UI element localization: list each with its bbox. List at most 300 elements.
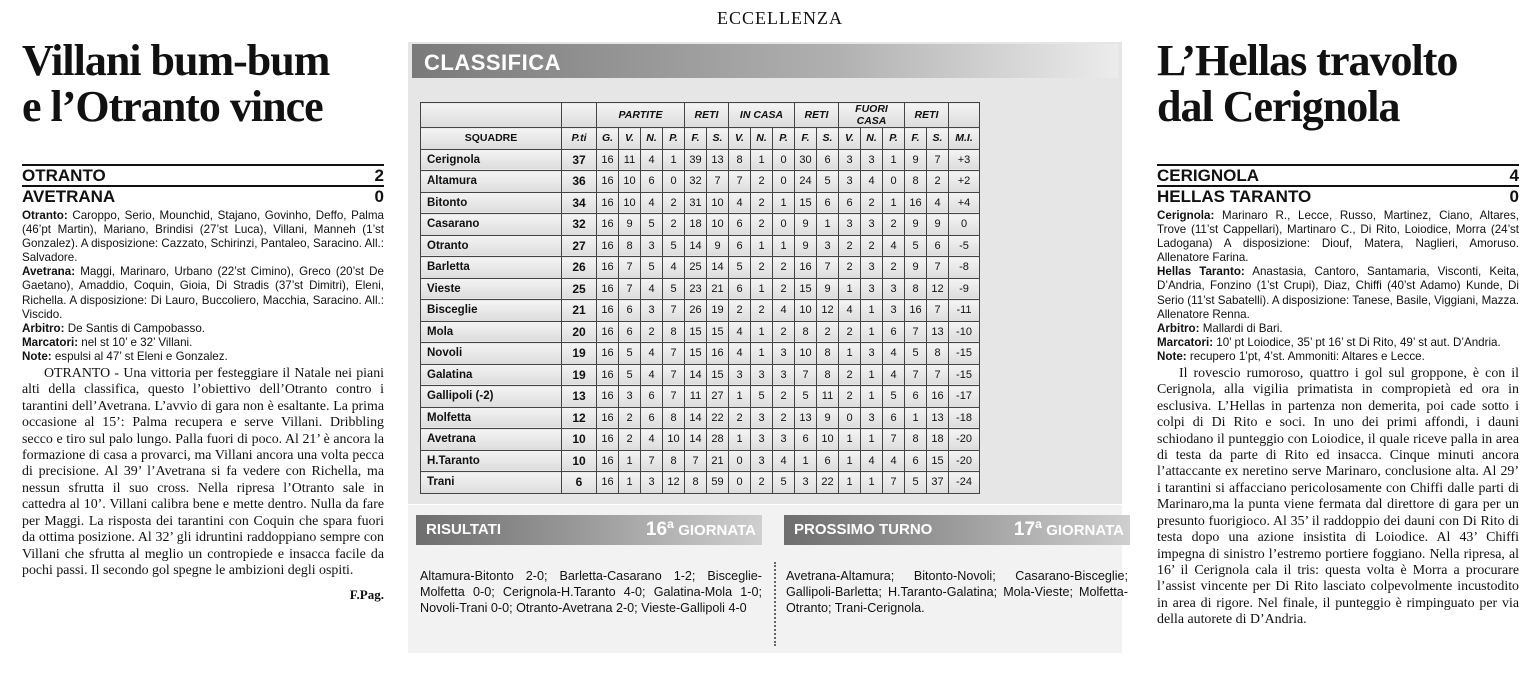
right-scoreboard <box>1157 164 1519 206</box>
points-cell: 19 <box>562 364 597 386</box>
stat-cell: 5 <box>795 386 817 408</box>
stat-cell: 2 <box>641 321 663 343</box>
stat-cell: 16 <box>927 386 949 408</box>
table-row <box>421 192 980 214</box>
stat-cell: 16 <box>597 214 619 236</box>
column-header: V. <box>619 128 641 150</box>
stat-cell: 3 <box>641 300 663 322</box>
media-inglese-cell: +3 <box>949 149 980 171</box>
stat-cell: 1 <box>861 429 883 451</box>
table-row <box>421 149 980 171</box>
classifica-header <box>412 44 1118 78</box>
right-headline-line2: dal Cerignola <box>1157 82 1400 131</box>
stat-cell: 18 <box>927 429 949 451</box>
stat-cell: 4 <box>641 278 663 300</box>
stat-cell: 16 <box>905 192 927 214</box>
stat-cell: 2 <box>751 472 773 494</box>
column-header: S. <box>817 128 839 150</box>
stat-cell: 3 <box>751 450 773 472</box>
left-scoreboard <box>22 164 384 206</box>
stat-cell: 7 <box>905 321 927 343</box>
stat-cell: 6 <box>619 300 641 322</box>
stat-cell: 5 <box>663 235 685 257</box>
right-article <box>1157 38 1519 629</box>
stat-cell: 24 <box>795 171 817 193</box>
stat-cell: 25 <box>685 257 707 279</box>
right-headline-line1: L’Hellas travolto <box>1157 36 1458 85</box>
column-header: P.ti <box>562 128 597 150</box>
stat-cell: 0 <box>663 171 685 193</box>
stat-cell: 6 <box>641 171 663 193</box>
left-headline-line1: Villani bum-bum <box>22 36 330 85</box>
stat-cell: 5 <box>751 386 773 408</box>
stat-cell: 6 <box>839 192 861 214</box>
stat-cell: 7 <box>619 257 641 279</box>
left-body: OTRANTO - Una vittoria per festeggiare il Natale nei piani alti della classifica, questo l’obiettivo dell’Otranto contro i tarantini dell’Avetrana. L’avvio di gara non è esaltante. La prima occasione al 15’: Palma recupera e serve Villani. Dribbling secco e tiro sul palo lungo. Palla fuori di poco. Al 21’ è ancora la formazione di casa a provarci, ma Villani ancora una volta pecca di precisione. Al 39’ l’Avetrana si fa vedere con Richella, ma nessun sfrutta il suo cross. Nella ripresa l’Otranto sale in cattedra al 10’. Villani calibra bene e mette dentro. Nulla da fare per Maggi. La risposta dei tarantini con Coquin che spara fuori da ottima posizione. Al 32’ gli idruntini raddoppiano sempre con Villani che sfrutta al meglio un contropiede e insacca facile da pochi passi. Il secondo gol spegne le ambizioni degli ospiti. <box>22 366 384 578</box>
stat-cell: 2 <box>751 192 773 214</box>
stat-cell: 4 <box>641 149 663 171</box>
standings-group-header <box>421 103 980 128</box>
stat-cell: 7 <box>729 171 751 193</box>
right-home-row <box>1157 166 1519 185</box>
stat-cell: 16 <box>707 343 729 365</box>
stat-cell: 2 <box>839 321 861 343</box>
right-arbitro: Mallardi di Bari. <box>1199 321 1283 335</box>
table-row <box>421 235 980 257</box>
stat-cell: 6 <box>817 192 839 214</box>
right-lineup-home-label: Cerignola: <box>1157 209 1215 222</box>
stat-cell: 7 <box>663 386 685 408</box>
stat-cell: 4 <box>883 450 905 472</box>
stat-cell: 1 <box>619 472 641 494</box>
stat-cell: 6 <box>905 450 927 472</box>
points-cell: 27 <box>562 235 597 257</box>
stat-cell: 22 <box>707 407 729 429</box>
column-header: F. <box>685 128 707 150</box>
stat-cell: 15 <box>707 364 729 386</box>
stat-cell: 4 <box>883 343 905 365</box>
team-name: Bisceglie <box>421 300 562 322</box>
stat-cell: 5 <box>905 472 927 494</box>
left-away-row <box>22 185 384 206</box>
media-inglese-cell: -18 <box>949 407 980 429</box>
stat-cell: 16 <box>597 472 619 494</box>
stat-cell: 0 <box>883 171 905 193</box>
stat-cell: 4 <box>729 192 751 214</box>
stat-cell: 8 <box>663 450 685 472</box>
risultati-giornata <box>646 519 756 541</box>
stat-cell: 7 <box>663 364 685 386</box>
stat-cell: 16 <box>597 257 619 279</box>
stat-cell: 4 <box>641 192 663 214</box>
stat-cell: 4 <box>663 257 685 279</box>
risultati-giornata-label: GIORNATA <box>678 522 756 539</box>
stat-cell: 3 <box>729 364 751 386</box>
stat-cell: 8 <box>905 278 927 300</box>
table-row <box>421 429 980 451</box>
stat-cell: 16 <box>597 386 619 408</box>
right-lineup-away-label: Hellas Taranto: <box>1157 265 1245 279</box>
left-headline <box>22 38 384 130</box>
stat-cell: 6 <box>729 235 751 257</box>
stat-cell: 16 <box>597 278 619 300</box>
stat-cell: 8 <box>817 364 839 386</box>
stat-cell: 19 <box>707 300 729 322</box>
stat-cell: 9 <box>905 149 927 171</box>
stat-cell: 1 <box>751 149 773 171</box>
right-headline <box>1157 38 1519 130</box>
left-home-team: OTRANTO <box>22 166 106 185</box>
stat-cell: 3 <box>861 257 883 279</box>
right-arbitro-label: Arbitro: <box>1157 321 1200 335</box>
stat-cell: 3 <box>751 364 773 386</box>
left-marcatori: nel st 10’ e 32’ Villani. <box>78 335 193 349</box>
team-name: Avetrana <box>421 429 562 451</box>
stat-cell: 8 <box>905 171 927 193</box>
stat-cell: 1 <box>729 386 751 408</box>
stat-cell: 7 <box>663 300 685 322</box>
risultati-banner <box>416 515 762 545</box>
right-away-score: 0 <box>1509 187 1519 206</box>
stat-cell: 1 <box>839 472 861 494</box>
media-inglese-cell: -8 <box>949 257 980 279</box>
stat-cell: 4 <box>641 364 663 386</box>
column-header: N. <box>751 128 773 150</box>
right-note: recupero 1’pt, 4’st. Ammoniti: Altares e Lecce. <box>1186 349 1425 363</box>
stat-cell: 22 <box>817 472 839 494</box>
points-cell: 10 <box>562 429 597 451</box>
left-away-team: AVETRANA <box>22 187 116 206</box>
points-cell: 36 <box>562 171 597 193</box>
table-row <box>421 450 980 472</box>
column-header: N. <box>641 128 663 150</box>
stat-cell: 7 <box>817 257 839 279</box>
stat-cell: 2 <box>663 214 685 236</box>
stat-cell: 59 <box>707 472 729 494</box>
stat-cell: 6 <box>641 407 663 429</box>
stat-cell: 31 <box>685 192 707 214</box>
stat-cell: 5 <box>641 257 663 279</box>
stat-cell: 9 <box>795 235 817 257</box>
stat-cell: 4 <box>839 300 861 322</box>
table-row <box>421 386 980 408</box>
prossimo-banner <box>784 515 1130 545</box>
stat-cell: 3 <box>619 386 641 408</box>
table-row <box>421 364 980 386</box>
stat-cell: 1 <box>619 450 641 472</box>
risultati-label: RISULTATI <box>426 521 501 538</box>
points-cell: 25 <box>562 278 597 300</box>
stat-cell: 8 <box>905 429 927 451</box>
stat-cell: 6 <box>883 407 905 429</box>
column-header: V. <box>839 128 861 150</box>
team-name: H.Taranto <box>421 450 562 472</box>
table-row <box>421 171 980 193</box>
stat-cell: 15 <box>795 192 817 214</box>
team-name: Barletta <box>421 257 562 279</box>
stat-cell: 0 <box>773 171 795 193</box>
stat-cell: 2 <box>817 321 839 343</box>
left-home-score: 2 <box>374 166 384 185</box>
stat-cell: 2 <box>773 321 795 343</box>
team-name: Casarano <box>421 214 562 236</box>
table-row <box>421 300 980 322</box>
stat-cell: 0 <box>729 450 751 472</box>
team-name: Novoli <box>421 343 562 365</box>
column-header: M.I. <box>949 128 980 150</box>
stat-cell: 3 <box>773 343 795 365</box>
stat-cell: 2 <box>729 300 751 322</box>
stat-cell: 3 <box>861 278 883 300</box>
media-inglese-cell: -20 <box>949 429 980 451</box>
stat-cell: 3 <box>839 171 861 193</box>
group-fuori-casa: FUORI CASA <box>839 103 905 128</box>
stat-cell: 5 <box>817 171 839 193</box>
stat-cell: 5 <box>905 235 927 257</box>
table-row <box>421 321 980 343</box>
left-arbitro: De Santis di Campobasso. <box>64 321 205 335</box>
stat-cell: 3 <box>773 429 795 451</box>
group-in-casa: IN CASA <box>729 103 795 128</box>
stat-cell: 4 <box>641 429 663 451</box>
media-inglese-cell: +2 <box>949 171 980 193</box>
stat-cell: 3 <box>839 214 861 236</box>
left-note: espulsi al 47’ st Eleni e Gonzalez. <box>51 349 228 363</box>
team-name: Bitonto <box>421 192 562 214</box>
media-inglese-cell: +4 <box>949 192 980 214</box>
stat-cell: 6 <box>729 278 751 300</box>
points-cell: 20 <box>562 321 597 343</box>
stat-cell: 9 <box>905 257 927 279</box>
stat-cell: 16 <box>597 235 619 257</box>
stat-cell: 1 <box>861 364 883 386</box>
stat-cell: 14 <box>685 429 707 451</box>
points-cell: 6 <box>562 472 597 494</box>
stat-cell: 15 <box>685 343 707 365</box>
table-row <box>421 214 980 236</box>
right-body: Il rovescio rumoroso, quattro i gol sul groppone, è con il Cerignola, alla vigilia primatista in compropietà ed ora in esclusiva. L’Hellas in partenza non demerita, poi cade sotto i colpi di Di Rito e soci. In uno dei primi affondi, i dauni schiodano il punteggio con Loiodice, il quale riceve palla in area di testa da parte di Rito ed insacca. Cinque minuti ancora l’attaccante ex neretino serve Marinaro, conclusione alta. Al 29’ i tarantini si affacciano pericolosamente con Chiffi dalle parti di Marinaro,ma la punta viene fermata dal direttore di gara per un presunto fuorigioco. Al 35’ il raddoppio dei dauni con Di Rito di testa dopo una azione insistita di Loiodice. Al 43’ Chiffi impegna di sinistro l’estremo portiere foggiano. Nella ripresa, al 16’ il Cerignola cala il tris: questa volta è Morra a procurare l’assist vincente per Di Rito lasciato colpevolmente incustodito in area di rigore. Nel finale, il punteggio è rimpinguato per via della autorete di D’Andria. <box>1157 366 1519 628</box>
stat-cell: 5 <box>663 278 685 300</box>
stat-cell: 28 <box>707 429 729 451</box>
stat-cell: 2 <box>883 257 905 279</box>
stat-cell: 10 <box>817 429 839 451</box>
stat-cell: 3 <box>883 278 905 300</box>
stat-cell: 8 <box>795 321 817 343</box>
stat-cell: 3 <box>883 300 905 322</box>
stat-cell: 1 <box>905 407 927 429</box>
group-partite: PARTITE <box>597 103 685 128</box>
stat-cell: 11 <box>685 386 707 408</box>
stat-cell: 16 <box>597 149 619 171</box>
column-header: P. <box>883 128 905 150</box>
stat-cell: 1 <box>817 214 839 236</box>
group-reti-casa: RETI <box>795 103 839 128</box>
risultati-giornata-num: 16ª <box>645 519 675 540</box>
stat-cell: 16 <box>597 171 619 193</box>
stat-cell: 8 <box>927 343 949 365</box>
media-inglese-cell: -24 <box>949 472 980 494</box>
stat-cell: 7 <box>707 171 729 193</box>
column-header: F. <box>795 128 817 150</box>
stat-cell: 39 <box>685 149 707 171</box>
column-header: S. <box>927 128 949 150</box>
standings-body <box>421 149 980 493</box>
stat-cell: 3 <box>751 407 773 429</box>
stat-cell: 6 <box>729 214 751 236</box>
stat-cell: 7 <box>619 278 641 300</box>
left-article <box>22 38 384 603</box>
stat-cell: 4 <box>641 343 663 365</box>
stat-cell: 5 <box>619 343 641 365</box>
stat-cell: 0 <box>839 407 861 429</box>
left-marcatori-label: Marcatori: <box>22 335 79 349</box>
stat-cell: 7 <box>883 429 905 451</box>
stat-cell: 6 <box>927 235 949 257</box>
stat-cell: 3 <box>795 472 817 494</box>
left-home-row <box>22 166 384 185</box>
team-name: Trani <box>421 472 562 494</box>
right-lineups <box>1157 209 1519 364</box>
stat-cell: 16 <box>597 364 619 386</box>
stat-cell: 1 <box>751 321 773 343</box>
stat-cell: 9 <box>795 214 817 236</box>
stat-cell: 9 <box>817 278 839 300</box>
results-divider <box>774 562 776 646</box>
stat-cell: 1 <box>839 429 861 451</box>
stat-cell: 3 <box>641 235 663 257</box>
stat-cell: 2 <box>839 364 861 386</box>
stat-cell: 4 <box>729 321 751 343</box>
right-away-row <box>1157 185 1519 206</box>
stat-cell: 16 <box>597 407 619 429</box>
stat-cell: 2 <box>927 171 949 193</box>
stat-cell: 3 <box>839 149 861 171</box>
stat-cell: 4 <box>729 343 751 365</box>
column-header: G. <box>597 128 619 150</box>
stat-cell: 6 <box>619 321 641 343</box>
points-cell: 32 <box>562 214 597 236</box>
left-lineup-home-label: Otranto: <box>22 209 68 222</box>
stat-cell: 4 <box>773 300 795 322</box>
media-inglese-cell: -10 <box>949 321 980 343</box>
right-marcatori: 10’ pt Loiodice, 35’ pt 16’ st Di Rito, 49’ st aut. D’Andria. <box>1213 335 1501 349</box>
stat-cell: 1 <box>773 235 795 257</box>
stat-cell: 6 <box>905 386 927 408</box>
stat-cell: 32 <box>685 171 707 193</box>
stat-cell: 21 <box>707 450 729 472</box>
media-inglese-cell: -17 <box>949 386 980 408</box>
section-title: ECCELLENZA <box>717 8 843 28</box>
stat-cell: 1 <box>839 450 861 472</box>
media-inglese-cell: -15 <box>949 343 980 365</box>
media-inglese-cell: -5 <box>949 235 980 257</box>
column-header: F. <box>905 128 927 150</box>
points-cell: 34 <box>562 192 597 214</box>
stat-cell: 1 <box>729 429 751 451</box>
column-header: P. <box>663 128 685 150</box>
stat-cell: 16 <box>597 450 619 472</box>
stat-cell: 16 <box>597 343 619 365</box>
stat-cell: 7 <box>905 364 927 386</box>
stat-cell: 37 <box>927 472 949 494</box>
group-reti: RETI <box>685 103 729 128</box>
table-row <box>421 407 980 429</box>
stat-cell: 7 <box>927 257 949 279</box>
stat-cell: 2 <box>773 257 795 279</box>
stat-cell: 10 <box>707 192 729 214</box>
team-name: Galatina <box>421 364 562 386</box>
points-cell: 26 <box>562 257 597 279</box>
stat-cell: 9 <box>817 407 839 429</box>
left-lineup-away: Maggi, Marinaro, Urbano (22’st Cimino), Greco (20’st De Gaetano), Amaddio, Coquin, Gioia, Di Stradis (37’st Dimitri), Eleni, Richella. A disposizione: Di Lauro, Buccoliero, Macchia, Saracino. All.: Viscido. <box>22 265 384 321</box>
stat-cell: 1 <box>751 278 773 300</box>
stat-cell: 9 <box>905 214 927 236</box>
stat-cell: 2 <box>751 171 773 193</box>
stat-cell: 1 <box>861 386 883 408</box>
stat-cell: 0 <box>729 472 751 494</box>
table-row <box>421 257 980 279</box>
team-name: Cerignola <box>421 149 562 171</box>
left-arbitro-label: Arbitro: <box>22 321 65 335</box>
stat-cell: 4 <box>861 450 883 472</box>
right-lineup-away: Anastasia, Cantoro, Santamaria, Visconti, Keita, D’Andria, Fonzino (1’st Crupi), Diaz, Chiffi (40’st Adamo) Kunde, Di Serio (11’st Sabatelli). A disposizione: Tanese, Basile, Viggiani, Mazza. Allenatore Renna. <box>1157 265 1519 321</box>
stat-cell: 2 <box>619 407 641 429</box>
stat-cell: 7 <box>685 450 707 472</box>
prossimo-label: PROSSIMO TURNO <box>794 521 933 538</box>
stat-cell: 8 <box>685 472 707 494</box>
stat-cell: 1 <box>839 343 861 365</box>
stat-cell: 2 <box>839 257 861 279</box>
risultati-text: Altamura-Bitonto 2-0; Barletta-Casarano 1-2; Bisceglie-Molfetta 0-0; Cerignola-H.Taranto 4-0; Galatina-Mola 1-0; Novoli-Trani 0-0; Otranto-Avetrana 2-0; Vieste-Gallipoli 4-0 <box>420 569 762 615</box>
stat-cell: 10 <box>707 214 729 236</box>
stat-cell: 6 <box>795 429 817 451</box>
stat-cell: 1 <box>861 472 883 494</box>
stat-cell: 1 <box>751 343 773 365</box>
table-row <box>421 278 980 300</box>
stat-cell: 1 <box>861 300 883 322</box>
stat-cell: 1 <box>883 149 905 171</box>
column-header: N. <box>861 128 883 150</box>
stat-cell: 15 <box>795 278 817 300</box>
team-name: Gallipoli (-2) <box>421 386 562 408</box>
stat-cell: 0 <box>773 214 795 236</box>
stat-cell: 7 <box>927 149 949 171</box>
stat-cell: 5 <box>883 386 905 408</box>
stat-cell: 3 <box>861 149 883 171</box>
media-inglese-cell: 0 <box>949 214 980 236</box>
stat-cell: 16 <box>597 192 619 214</box>
group-reti-fuori: RETI <box>905 103 949 128</box>
column-header: SQUADRE <box>421 128 562 150</box>
media-inglese-cell: -9 <box>949 278 980 300</box>
stat-cell: 5 <box>773 472 795 494</box>
stat-cell: 3 <box>861 343 883 365</box>
stat-cell: 7 <box>927 300 949 322</box>
stat-cell: 2 <box>773 386 795 408</box>
standings-table <box>420 102 980 494</box>
media-inglese-cell: -20 <box>949 450 980 472</box>
stat-cell: 10 <box>619 192 641 214</box>
stat-cell: 16 <box>795 257 817 279</box>
stat-cell: 10 <box>663 429 685 451</box>
stat-cell: 16 <box>597 429 619 451</box>
stat-cell: 2 <box>751 300 773 322</box>
stat-cell: 15 <box>707 321 729 343</box>
stat-cell: 3 <box>773 364 795 386</box>
stat-cell: 6 <box>883 321 905 343</box>
column-header: V. <box>729 128 751 150</box>
points-cell: 12 <box>562 407 597 429</box>
